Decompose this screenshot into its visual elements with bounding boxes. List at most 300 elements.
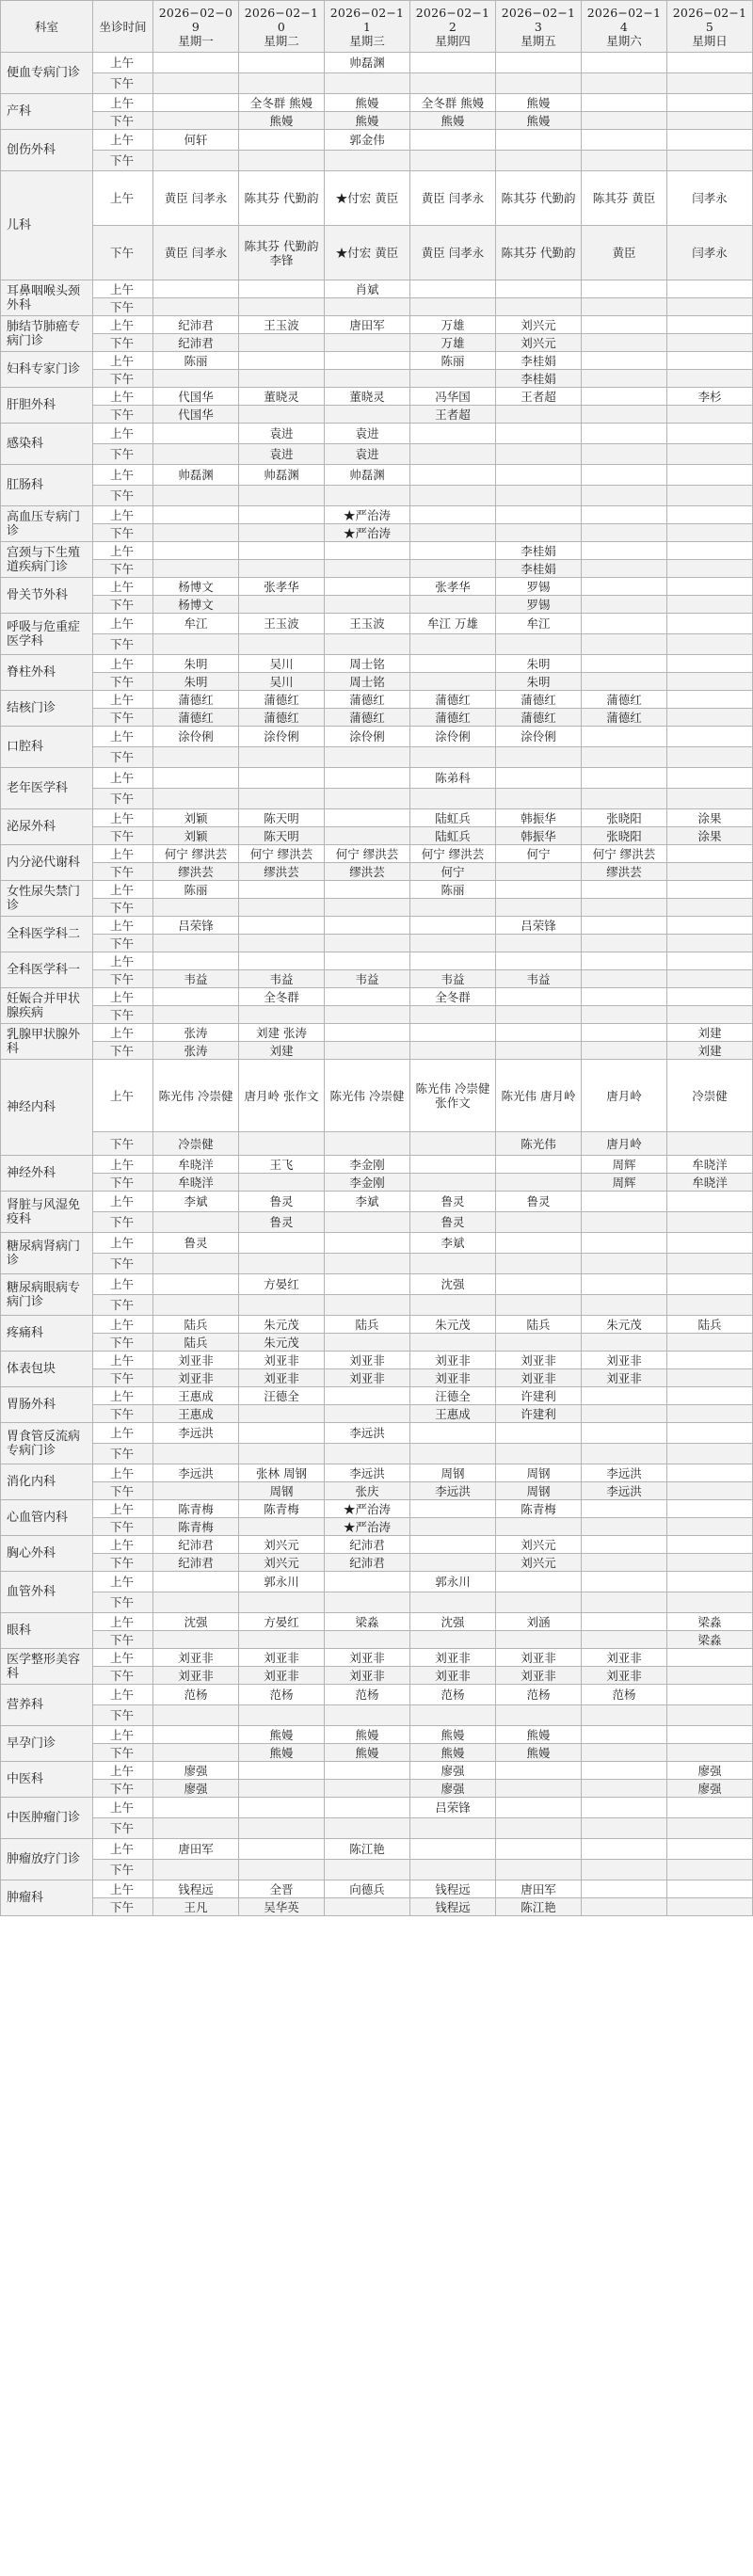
table-row: [1, 334, 753, 352]
doctor-cell: [496, 151, 582, 171]
doctor-cell: [325, 789, 410, 809]
table-row: [1, 370, 753, 388]
table-row: [1, 226, 753, 280]
doctor-cell: 王惠成: [410, 1405, 496, 1423]
doctor-cell: [239, 1233, 325, 1254]
doctor-cell: [582, 1192, 667, 1212]
session-time: 下午: [93, 406, 153, 424]
doctor-cell: [582, 1423, 667, 1444]
doctor-cell: [153, 53, 239, 73]
header-time: 坐诊时间: [93, 1, 153, 53]
table-row: [1, 881, 753, 899]
doctor-cell: [496, 1334, 582, 1352]
doctor-cell: [582, 1762, 667, 1780]
doctor-cell: [410, 1006, 496, 1024]
doctor-cell: [239, 1254, 325, 1274]
doctor-cell: [582, 1295, 667, 1316]
doctor-cell: 张庆: [325, 1482, 410, 1500]
doctor-cell: [667, 352, 753, 370]
doctor-cell: 梁淼: [667, 1631, 753, 1649]
doctor-cell: 何宁 缪洪芸: [239, 845, 325, 863]
doctor-cell: 王飞: [239, 1156, 325, 1174]
table-row: [1, 727, 753, 747]
doctor-cell: [496, 1174, 582, 1192]
doctor-cell: [582, 935, 667, 952]
doctor-cell: [667, 727, 753, 747]
doctor-cell: 涂伶俐: [496, 727, 582, 747]
doctor-cell: [667, 1405, 753, 1423]
doctor-cell: ★严治涛: [325, 524, 410, 542]
doctor-cell: [667, 130, 753, 151]
doctor-cell: 缪洪芸: [153, 863, 239, 881]
doctor-cell: 吕荣锋: [496, 917, 582, 935]
table-row: [1, 1212, 753, 1233]
doctor-cell: [410, 655, 496, 673]
doctor-cell: 纪沛君: [325, 1554, 410, 1572]
department-name: 医学整形美容科: [1, 1649, 93, 1685]
doctor-cell: [325, 827, 410, 845]
doctor-cell: 李桂娟: [496, 560, 582, 578]
doctor-cell: [325, 578, 410, 596]
doctor-cell: [496, 1705, 582, 1726]
doctor-cell: 熊嫚: [410, 1744, 496, 1762]
session-time: 下午: [93, 112, 153, 130]
doctor-cell: 涂果: [667, 809, 753, 827]
doctor-cell: [582, 727, 667, 747]
doctor-cell: ★付宏 黄臣: [325, 171, 410, 226]
department-name: 中医肿瘤门诊: [1, 1798, 93, 1839]
doctor-cell: [582, 988, 667, 1006]
department-name: 女性尿失禁门诊: [1, 881, 93, 917]
doctor-cell: [667, 1423, 753, 1444]
doctor-cell: [325, 1295, 410, 1316]
doctor-cell: [410, 1444, 496, 1464]
doctor-cell: 刘亚非: [496, 1649, 582, 1667]
doctor-cell: [410, 1042, 496, 1060]
doctor-cell: [410, 1518, 496, 1536]
doctor-cell: 张晓阳: [582, 827, 667, 845]
doctor-cell: 缪洪芸: [239, 863, 325, 881]
doctor-cell: [667, 424, 753, 444]
session-time: 下午: [93, 1334, 153, 1352]
doctor-cell: [496, 747, 582, 768]
doctor-cell: [667, 1192, 753, 1212]
table-row: [1, 1860, 753, 1880]
doctor-cell: [239, 1006, 325, 1024]
session-time: 上午: [93, 1726, 153, 1744]
doctor-cell: 蒲德红: [325, 691, 410, 709]
doctor-cell: [410, 560, 496, 578]
session-time: 上午: [93, 1649, 153, 1667]
doctor-cell: 陈丽: [153, 881, 239, 899]
department-name: 营养科: [1, 1685, 93, 1726]
doctor-cell: [667, 747, 753, 768]
doctor-cell: 李杉: [667, 388, 753, 406]
department-name: 创伤外科: [1, 130, 93, 171]
doctor-cell: [667, 768, 753, 789]
session-time: 上午: [93, 1613, 153, 1631]
doctor-cell: [410, 542, 496, 560]
doctor-cell: [582, 1592, 667, 1613]
session-time: 下午: [93, 673, 153, 691]
doctor-cell: [667, 1744, 753, 1762]
doctor-cell: [325, 634, 410, 655]
doctor-cell: [582, 352, 667, 370]
doctor-cell: [582, 53, 667, 73]
day-date: 2026−02−09: [158, 5, 233, 34]
doctor-cell: 刘兴元: [239, 1554, 325, 1572]
doctor-cell: [496, 1762, 582, 1780]
doctor-cell: 全冬群 熊嫚: [239, 94, 325, 112]
department-name: 消化内科: [1, 1464, 93, 1500]
doctor-cell: 张晓阳: [582, 809, 667, 827]
doctor-cell: [582, 1536, 667, 1554]
day-weekday: 星期四: [435, 33, 471, 48]
doctor-cell: 刘亚非: [325, 1352, 410, 1369]
doctor-cell: 刘亚非: [239, 1667, 325, 1685]
doctor-cell: [239, 524, 325, 542]
doctor-cell: [410, 1592, 496, 1613]
session-time: 上午: [93, 1572, 153, 1592]
doctor-cell: [325, 334, 410, 352]
doctor-cell: [325, 406, 410, 424]
doctor-cell: [582, 1705, 667, 1726]
doctor-cell: [325, 352, 410, 370]
doctor-cell: [667, 1705, 753, 1726]
doctor-cell: [496, 1006, 582, 1024]
doctor-cell: [582, 596, 667, 614]
doctor-cell: [667, 789, 753, 809]
doctor-cell: [410, 917, 496, 935]
doctor-cell: [496, 899, 582, 917]
table-row: [1, 298, 753, 316]
table-row: [1, 1042, 753, 1060]
doctor-cell: [410, 899, 496, 917]
session-time: 下午: [93, 73, 153, 94]
session-time: 下午: [93, 1444, 153, 1464]
doctor-cell: [667, 988, 753, 1006]
doctor-cell: ★严治涛: [325, 1518, 410, 1536]
doctor-cell: [496, 789, 582, 809]
doctor-cell: [410, 73, 496, 94]
doctor-cell: [239, 634, 325, 655]
doctor-cell: [153, 542, 239, 560]
session-time: 上午: [93, 1156, 153, 1174]
doctor-cell: [153, 1212, 239, 1233]
doctor-cell: [153, 1482, 239, 1500]
doctor-cell: 牟晓洋: [667, 1174, 753, 1192]
day-weekday: 星期五: [521, 33, 556, 48]
session-time: 上午: [93, 1316, 153, 1334]
doctor-cell: [153, 768, 239, 789]
table-row: [1, 1444, 753, 1464]
table-row: [1, 1592, 753, 1613]
doctor-cell: [153, 1726, 239, 1744]
department-name: 糖尿病眼病专病门诊: [1, 1274, 93, 1316]
session-time: 上午: [93, 130, 153, 151]
session-time: 上午: [93, 1192, 153, 1212]
doctor-cell: 董晓灵: [325, 388, 410, 406]
doctor-cell: [410, 1631, 496, 1649]
department-name: 肾脏与风湿免疫科: [1, 1192, 93, 1233]
doctor-cell: 方晏红: [239, 1613, 325, 1631]
doctor-cell: 陈丽: [153, 352, 239, 370]
doctor-cell: [239, 1839, 325, 1860]
doctor-cell: [496, 1780, 582, 1798]
table-row: [1, 1254, 753, 1274]
doctor-cell: 陈其芬 代勤韵: [496, 226, 582, 280]
doctor-cell: 袁进: [325, 444, 410, 465]
doctor-cell: 朱明: [153, 673, 239, 691]
doctor-cell: 袁进: [239, 424, 325, 444]
header-day-3: [325, 1, 410, 53]
doctor-cell: [325, 596, 410, 614]
doctor-cell: [410, 298, 496, 316]
session-time: 下午: [93, 1132, 153, 1156]
doctor-cell: 涂伶俐: [239, 727, 325, 747]
doctor-cell: 朱元茂: [582, 1316, 667, 1334]
session-time: 上午: [93, 917, 153, 935]
doctor-cell: 全晋: [239, 1880, 325, 1898]
doctor-cell: [239, 542, 325, 560]
table-row: [1, 1295, 753, 1316]
header-day-4: [410, 1, 496, 53]
doctor-cell: 全冬群 熊嫚: [410, 94, 496, 112]
doctor-cell: 陆兵: [667, 1316, 753, 1334]
doctor-cell: 陈丽: [410, 352, 496, 370]
day-weekday: 星期日: [692, 33, 728, 48]
doctor-cell: [239, 1518, 325, 1536]
session-time: 下午: [93, 1254, 153, 1274]
doctor-cell: 钱程远: [410, 1880, 496, 1898]
doctor-cell: [667, 655, 753, 673]
table-row: [1, 917, 753, 935]
doctor-cell: 廖强: [410, 1780, 496, 1798]
table-row: [1, 655, 753, 673]
table-row: [1, 424, 753, 444]
doctor-cell: [496, 444, 582, 465]
doctor-cell: [153, 747, 239, 768]
doctor-cell: 熊嫚: [325, 112, 410, 130]
doctor-cell: [153, 1254, 239, 1274]
doctor-cell: 廖强: [667, 1762, 753, 1780]
doctor-cell: [667, 1518, 753, 1536]
session-time: 下午: [93, 1592, 153, 1613]
doctor-cell: 熊嫚: [496, 1726, 582, 1744]
doctor-cell: [582, 1839, 667, 1860]
doctor-cell: [410, 789, 496, 809]
doctor-cell: 刘亚非: [496, 1352, 582, 1369]
doctor-cell: [582, 130, 667, 151]
session-time: 下午: [93, 863, 153, 881]
doctor-cell: 何轩: [153, 130, 239, 151]
doctor-cell: [582, 1387, 667, 1405]
department-name: 内分泌代谢科: [1, 845, 93, 881]
doctor-cell: [582, 614, 667, 634]
doctor-cell: 刘亚非: [410, 1369, 496, 1387]
session-time: 下午: [93, 560, 153, 578]
doctor-cell: [325, 151, 410, 171]
doctor-cell: 肖斌: [325, 280, 410, 298]
header-day-7: [667, 1, 753, 53]
doctor-cell: [582, 1818, 667, 1839]
doctor-cell: 吕荣锋: [410, 1798, 496, 1818]
doctor-cell: 熊嫚: [239, 112, 325, 130]
doctor-cell: 牟晓洋: [153, 1174, 239, 1192]
doctor-cell: 陈光伟: [496, 1132, 582, 1156]
department-name: 全科医学科二: [1, 917, 93, 952]
doctor-cell: 罗锡: [496, 596, 582, 614]
doctor-cell: [325, 1233, 410, 1254]
session-time: 上午: [93, 94, 153, 112]
doctor-cell: 李远洪: [153, 1423, 239, 1444]
doctor-cell: 黄臣 闫孝永: [410, 226, 496, 280]
session-time: 上午: [93, 691, 153, 709]
doctor-cell: 韦益: [496, 970, 582, 988]
table-row: [1, 596, 753, 614]
session-time: 上午: [93, 1464, 153, 1482]
doctor-cell: 陆虹兵: [410, 809, 496, 827]
doctor-cell: [582, 1334, 667, 1352]
doctor-cell: [410, 1423, 496, 1444]
department-name: 血管外科: [1, 1572, 93, 1613]
doctor-cell: 刘亚非: [410, 1667, 496, 1685]
doctor-cell: [496, 465, 582, 486]
doctor-cell: 李远洪: [410, 1482, 496, 1500]
doctor-cell: 郭永川: [410, 1572, 496, 1592]
table-row: [1, 171, 753, 226]
doctor-cell: [410, 935, 496, 952]
doctor-cell: 廖强: [410, 1762, 496, 1780]
doctor-cell: 钱程远: [153, 1880, 239, 1898]
doctor-cell: 张孝华: [410, 578, 496, 596]
doctor-cell: [325, 1405, 410, 1423]
doctor-cell: [667, 1726, 753, 1744]
doctor-cell: 何宁 缪洪芸: [410, 845, 496, 863]
doctor-cell: 王玉波: [239, 614, 325, 634]
doctor-cell: [325, 560, 410, 578]
doctor-cell: 刘亚非: [496, 1667, 582, 1685]
doctor-cell: 熊嫚: [410, 1726, 496, 1744]
table-row: [1, 1572, 753, 1592]
day-date: 2026−02−15: [672, 5, 747, 34]
department-name: 骨关节外科: [1, 578, 93, 614]
table-row: [1, 691, 753, 709]
doctor-cell: 黄臣 闫孝永: [153, 171, 239, 226]
doctor-cell: [667, 1464, 753, 1482]
doctor-cell: [667, 1667, 753, 1685]
department-name: 耳鼻咽喉头颈外科: [1, 280, 93, 316]
doctor-cell: [153, 73, 239, 94]
doctor-cell: 蒲德红: [239, 709, 325, 727]
table-row: [1, 768, 753, 789]
doctor-cell: [496, 298, 582, 316]
doctor-cell: [239, 881, 325, 899]
session-time: 上午: [93, 655, 153, 673]
doctor-cell: 涂伶俐: [153, 727, 239, 747]
doctor-cell: [239, 1592, 325, 1613]
doctor-cell: 刘亚非: [582, 1649, 667, 1667]
session-time: 上午: [93, 316, 153, 334]
doctor-cell: [239, 768, 325, 789]
doctor-cell: [582, 1613, 667, 1631]
session-time: 下午: [93, 1518, 153, 1536]
doctor-cell: [325, 1860, 410, 1880]
department-name: 中医科: [1, 1762, 93, 1798]
doctor-cell: 冷崇健: [153, 1132, 239, 1156]
doctor-cell: [667, 1212, 753, 1233]
doctor-cell: [239, 917, 325, 935]
session-time: 上午: [93, 845, 153, 863]
doctor-cell: 袁进: [239, 444, 325, 465]
doctor-cell: [582, 1880, 667, 1898]
doctor-cell: [667, 952, 753, 970]
doctor-cell: [325, 1798, 410, 1818]
doctor-cell: 梁淼: [325, 1613, 410, 1631]
header-day-2: [239, 1, 325, 53]
doctor-cell: 冷崇健: [667, 1060, 753, 1132]
table-row: [1, 863, 753, 881]
session-time: 上午: [93, 1880, 153, 1898]
session-time: 下午: [93, 1780, 153, 1798]
session-time: 上午: [93, 768, 153, 789]
doctor-cell: 范杨: [239, 1685, 325, 1705]
doctor-cell: [667, 1482, 753, 1500]
doctor-cell: [496, 1254, 582, 1274]
doctor-cell: [239, 486, 325, 506]
doctor-cell: [239, 53, 325, 73]
doctor-cell: 陈光伟 冷崇健 张作文: [410, 1060, 496, 1132]
doctor-cell: [667, 596, 753, 614]
table-row: [1, 1482, 753, 1500]
doctor-cell: 韦益: [153, 970, 239, 988]
doctor-cell: [496, 1156, 582, 1174]
doctor-cell: [496, 406, 582, 424]
doctor-cell: [496, 1572, 582, 1592]
doctor-cell: 周辉: [582, 1156, 667, 1174]
doctor-cell: [410, 1839, 496, 1860]
header-day-5: [496, 1, 582, 53]
department-name: 结核门诊: [1, 691, 93, 727]
doctor-cell: 刘亚非: [410, 1649, 496, 1667]
doctor-cell: [496, 506, 582, 524]
doctor-cell: 杨博文: [153, 596, 239, 614]
session-time: 下午: [93, 1482, 153, 1500]
doctor-cell: [582, 1726, 667, 1744]
session-time: 上午: [93, 1233, 153, 1254]
doctor-cell: 唐田军: [153, 1839, 239, 1860]
day-weekday: 星期一: [178, 33, 214, 48]
session-time: 下午: [93, 899, 153, 917]
doctor-cell: [239, 952, 325, 970]
doctor-cell: 朱明: [496, 655, 582, 673]
doctor-cell: [496, 1295, 582, 1316]
doctor-cell: [582, 1254, 667, 1274]
doctor-cell: 牟晓洋: [153, 1156, 239, 1174]
doctor-cell: [410, 53, 496, 73]
session-time: 下午: [93, 596, 153, 614]
session-time: 下午: [93, 1174, 153, 1192]
doctor-cell: [496, 988, 582, 1006]
doctor-cell: 熊嫚: [325, 1726, 410, 1744]
doctor-cell: [153, 424, 239, 444]
doctor-cell: 李金刚: [325, 1174, 410, 1192]
doctor-cell: 刘颖: [153, 809, 239, 827]
doctor-cell: [667, 1685, 753, 1705]
doctor-cell: [410, 1554, 496, 1572]
doctor-cell: [667, 1500, 753, 1518]
doctor-cell: [582, 388, 667, 406]
